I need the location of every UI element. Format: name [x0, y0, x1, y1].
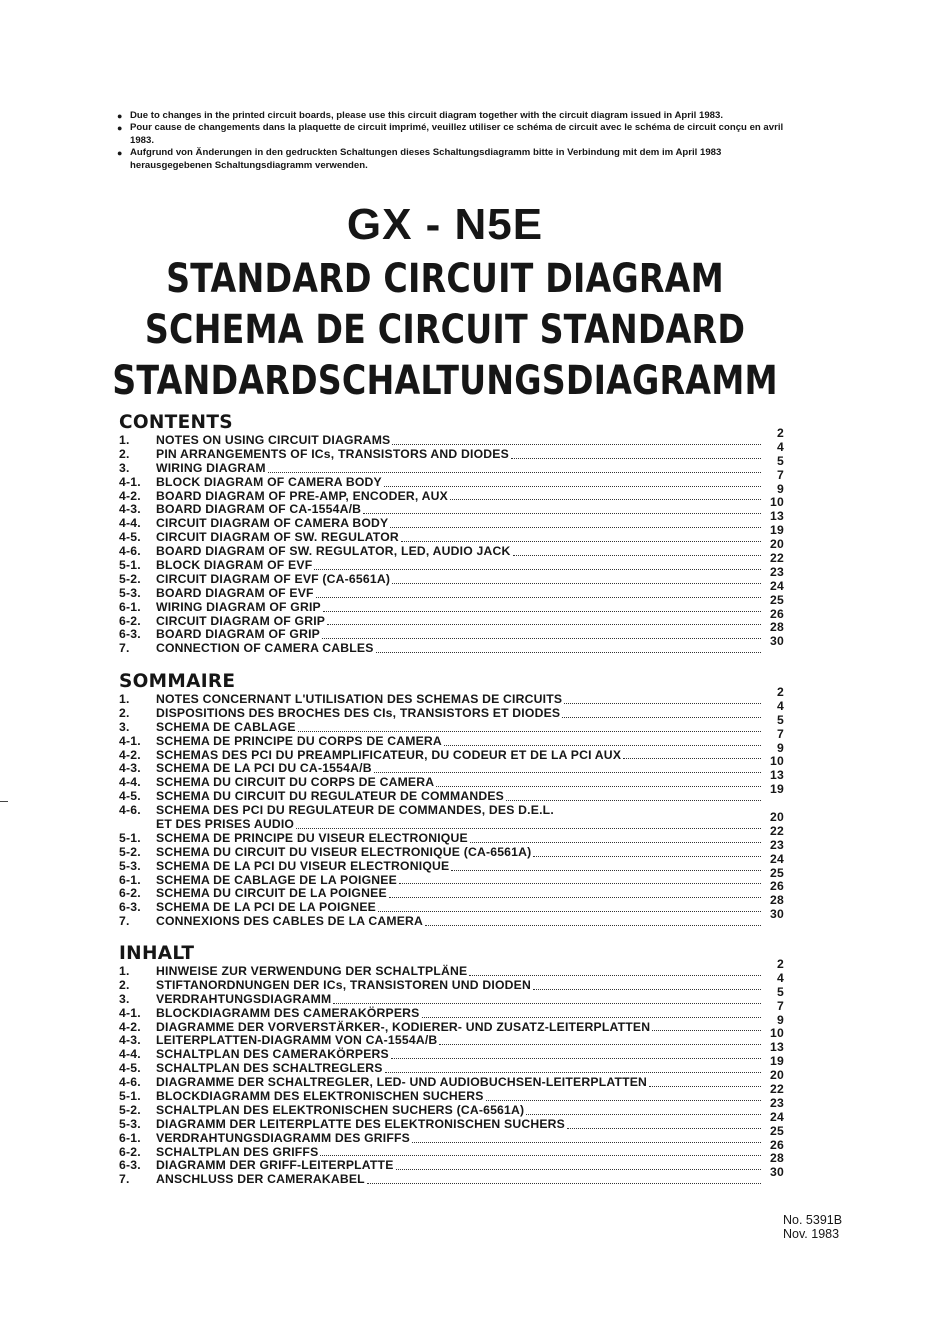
toc-entry-page: 7: [777, 467, 784, 482]
document-info: [783, 1213, 842, 1241]
dot-leader: [367, 1183, 761, 1184]
toc-entry-title: BOARD DIAGRAM OF GRIP: [156, 627, 320, 642]
note-german: [117, 147, 797, 172]
dot-leader: [392, 444, 761, 445]
toc-entry-title: SCHALTPLAN DES SCHALTREGLERS: [156, 1061, 383, 1076]
toc-entry-page: 10: [770, 1026, 784, 1041]
toc-entry-title: CIRCUIT DIAGRAM OF SW. REGULATOR: [156, 530, 399, 545]
toc-entry-number: 6-1.: [119, 872, 141, 887]
toc-entry: [119, 425, 784, 448]
dot-leader: [327, 624, 761, 625]
toc-entry-title: WIRING DIAGRAM OF GRIP: [156, 599, 321, 614]
toc-entry-title: NOTES CONCERNANT L'UTILISATION DES SCHEMAS DE CIRCUITS: [156, 691, 563, 706]
note-english: [117, 110, 797, 122]
toc-entry-number: 4-3.: [119, 761, 141, 776]
title-english: STANDARD CIRCUIT DIAGRAM: [166, 256, 724, 302]
toc-entry-title: CIRCUIT DIAGRAM OF CAMERA BODY: [156, 516, 389, 531]
toc-entry-number: 6-1.: [119, 1130, 141, 1145]
toc-entry-number: 6-2.: [119, 886, 141, 901]
toc-entry-title: DIAGRAMME DER VORVERSTÄRKER-, KODIERER- UND ZUSATZ-LEITERPLATTEN: [156, 1019, 651, 1034]
toc-entry-title: DIAGRAMM DER LEITERPLATTE DES ELEKTRONISCHEN SUCHERS: [156, 1116, 565, 1131]
toc-entry-title: SCHALTPLAN DES GRIFFS: [156, 1144, 319, 1159]
toc-entry-page: 26: [770, 606, 784, 621]
dot-leader: [322, 638, 761, 639]
dot-leader: [392, 583, 761, 584]
toc-entry-page: 13: [770, 768, 784, 783]
section-heading: INHALT: [119, 943, 195, 964]
dot-leader: [363, 513, 761, 514]
toc-entry-page: 19: [770, 782, 784, 797]
dot-leader: [562, 717, 761, 718]
title-block: [0, 196, 890, 407]
toc-entry-page: 19: [770, 1054, 784, 1069]
toc-entry-number: 3.: [119, 460, 130, 475]
toc-entry-page: 4: [777, 970, 784, 985]
toc-entry-title: PIN ARRANGEMENTS OF ICs, TRANSISTORS AND DIODES: [156, 446, 509, 461]
toc-entry-number: 4-1.: [119, 1005, 141, 1020]
toc-entry-title: WIRING DIAGRAM: [156, 460, 266, 475]
toc-entry-title: CONNECTION OF CAMERA CABLES: [156, 641, 374, 656]
toc-entry-page: 5: [777, 712, 784, 727]
toc-entry-title: SCHEMA DES PCI DU REGULATEUR DE COMMANDES, DES D.E.L.: [156, 803, 554, 818]
dot-leader: [268, 472, 761, 473]
toc-entry-page: 7: [777, 726, 784, 741]
toc-entry-title: DIAGRAMME DER SCHALTREGLER, LED- UND AUDIOBUCHSEN-LEITERPLATTEN: [156, 1075, 648, 1090]
sommaire-section: [119, 671, 784, 929]
toc-entry-title: BOARD DIAGRAM OF EVF: [156, 585, 314, 600]
dot-leader: [316, 597, 761, 598]
toc-entry-title: BLOCK DIAGRAM OF EVF: [156, 558, 313, 572]
toc-entry-number: 1.: [119, 691, 130, 706]
toc-entry-page: 24: [770, 578, 784, 593]
toc-entry-title: SCHEMA DE PRINCIPE DU VISEUR ELECTRONIQUE: [156, 830, 468, 845]
toc-entry-title: BOARD DIAGRAM OF PRE-AMP, ENCODER, AUX: [156, 488, 448, 503]
dot-leader: [378, 911, 761, 912]
dot-leader: [450, 499, 761, 500]
dot-leader: [652, 1030, 761, 1031]
toc-entry-page: 22: [770, 1082, 784, 1096]
toc-entry-page: 28: [770, 620, 784, 635]
toc-entry-number: 5-2.: [119, 1102, 141, 1117]
toc-entry-title: CIRCUIT DIAGRAM OF EVF (CA-6561A): [156, 571, 391, 586]
toc-entry-page: 23: [770, 564, 784, 579]
toc-entry-page: 30: [770, 907, 784, 922]
dot-leader: [385, 1072, 761, 1073]
toc-entry-number: 6-3.: [119, 627, 141, 642]
toc-entry-number: 6-1.: [119, 599, 141, 614]
toc-entry-number: 1.: [119, 432, 130, 447]
dot-leader: [470, 842, 761, 843]
dot-leader: [390, 527, 761, 528]
dot-leader: [296, 828, 761, 829]
toc-entry-title: BOARD DIAGRAM OF SW. REGULATOR, LED, AUDIO JACK: [156, 544, 511, 559]
toc-entry-number: 2.: [119, 977, 130, 992]
toc-entry-page: 13: [770, 1040, 784, 1055]
toc-entry-title: SCHEMA DE LA PCI DU CA-1554A/B: [156, 761, 372, 776]
toc-list: [119, 684, 784, 929]
toc-entry-number: 5-1.: [119, 830, 141, 845]
toc-entry-number: 2.: [119, 446, 130, 461]
dot-leader: [314, 569, 761, 570]
toc-entry-title: SCHALTPLAN DES CAMERAKÖRPERS: [156, 1047, 389, 1062]
toc-entry-title: ET DES PRISES AUDIO: [156, 817, 295, 831]
toc-entry-page: 7: [777, 998, 784, 1013]
toc-entry-number: 4-5.: [119, 789, 141, 804]
toc-entry-page: 2: [777, 425, 784, 440]
toc-entry-title: SCHEMA DU CIRCUIT DU VISEUR ELECTRONIQUE (CA-6561A): [156, 844, 532, 859]
margin-mark: [0, 801, 8, 802]
bullet-icon: ●: [117, 148, 123, 159]
toc-entry-title: VERDRAHTUNGSDIAGRAMM: [156, 991, 332, 1006]
dot-leader: [533, 989, 761, 990]
toc-entry-number: 5-3.: [119, 585, 141, 600]
dot-leader: [374, 772, 761, 773]
toc-entry-title: LEITERPLATTEN-DIAGRAMM VON CA-1554A/B: [156, 1033, 438, 1048]
inhalt-section: [119, 943, 784, 1187]
toc-entry-page: 2: [777, 684, 784, 699]
issue-date: Nov. 1983: [783, 1227, 840, 1241]
toc-entry-page: 9: [777, 481, 784, 496]
dot-leader: [401, 541, 761, 542]
model-number: GX - N5E: [346, 200, 544, 249]
dot-leader: [396, 1169, 761, 1170]
dot-leader: [298, 731, 761, 732]
toc-entry-page: 24: [770, 851, 784, 866]
dot-leader: [333, 1003, 761, 1004]
toc-entry-page: 4: [777, 698, 784, 713]
toc-entry-title: NOTES ON USING CIRCUIT DIAGRAMS: [156, 432, 391, 447]
toc-entry-title: DISPOSITIONS DES BROCHES DES CIs, TRANSISTORS ET DIODES: [156, 705, 561, 720]
toc-entry-number: 7.: [119, 1172, 130, 1187]
toc-list: [119, 425, 784, 656]
toc-entry-title: SCHEMA DE LA PCI DU VISEUR ELECTRONIQUE: [156, 858, 450, 873]
toc-entry-number: 4-2.: [119, 488, 141, 503]
note-text: Pour cause de changements dans la plaquette de circuit imprimé, veuillez utiliser ce schéma de circuit avec le schéma de circuit conçu en avril 1983.: [130, 122, 784, 146]
toc-entry-number: 5-3.: [119, 1116, 141, 1131]
dot-leader: [506, 800, 761, 801]
dot-leader: [444, 745, 761, 746]
toc-entry-page: 19: [770, 523, 784, 538]
toc-entry-number: 3.: [119, 719, 130, 734]
toc-entry-page: 26: [770, 1137, 784, 1152]
dot-leader: [513, 555, 762, 556]
dot-leader: [320, 1155, 761, 1156]
toc-entry-page: 5: [777, 453, 784, 468]
toc-entry-page: 22: [770, 551, 784, 565]
dot-leader: [439, 1044, 761, 1045]
toc-entry-number: 5-1.: [119, 558, 141, 572]
toc-entry-title: HINWEISE ZUR VERWENDUNG DER SCHALTPLÄNE: [156, 963, 468, 978]
toc-entry-page: 28: [770, 1151, 784, 1166]
toc-entry-number: 3.: [119, 991, 130, 1006]
toc-entry-title: SCHEMA DE CABLAGE: [156, 719, 296, 734]
toc-entry-title: SCHEMA DU CIRCUIT DE LA POIGNEE: [156, 886, 387, 901]
dot-leader: [649, 1086, 761, 1087]
change-notes: [117, 110, 797, 172]
toc-entry-page: 20: [770, 1068, 784, 1083]
dot-leader: [399, 883, 761, 884]
toc-entry-number: 4-3.: [119, 1033, 141, 1048]
toc-entry-page: 30: [770, 634, 784, 649]
toc-entry-title: DIAGRAMM DER GRIFF-LEITERPLATTE: [156, 1158, 394, 1173]
toc-entry-title: SCHEMA DE PRINCIPE DU CORPS DE CAMERA: [156, 733, 442, 748]
toc-entry-number: 2.: [119, 705, 130, 720]
bullet-icon: ●: [117, 123, 123, 134]
dot-leader: [323, 611, 761, 612]
bullet-icon: ●: [117, 111, 123, 121]
toc-entry-page: 5: [777, 984, 784, 999]
toc-entry-title: SCHEMA DE LA PCI DE LA POIGNEE: [156, 900, 376, 915]
toc-entry-number: 4-2.: [119, 747, 141, 762]
toc-entry-number: 4-3.: [119, 502, 141, 517]
contents-section: [119, 412, 784, 656]
toc-entry: [119, 804, 784, 818]
toc-entry-page: 25: [770, 592, 784, 607]
dot-leader: [533, 856, 761, 857]
toc-entry-number: 4-1.: [119, 474, 141, 489]
toc-entry-page: 4: [777, 439, 784, 454]
toc-entry-page: 24: [770, 1109, 784, 1124]
toc-entry-page: 23: [770, 837, 784, 852]
toc-entry-number: 6-3.: [119, 1158, 141, 1173]
dot-leader: [376, 652, 761, 653]
document-number: No. 5391B: [783, 1213, 843, 1227]
toc-entry-title: VERDRAHTUNGSDIAGRAMM DES GRIFFS: [156, 1130, 411, 1145]
section-heading: SOMMAIRE: [119, 671, 236, 692]
toc-entry-number: 4-4.: [119, 516, 141, 531]
toc-entry-title: BLOCKDIAGRAMM DES CAMERAKÖRPERS: [156, 1005, 420, 1020]
toc-entry-page: 30: [770, 1165, 784, 1180]
toc-entry-page: 20: [770, 810, 784, 824]
dot-leader: [389, 897, 761, 898]
toc-entry-number: 4-2.: [119, 1019, 141, 1034]
toc-entry-number: 4-1.: [119, 733, 141, 748]
toc-entry-number: 6-3.: [119, 900, 141, 915]
toc-entry-page: 28: [770, 893, 784, 908]
toc-entry-page: 25: [770, 1123, 784, 1138]
toc-entry-title: CIRCUIT DIAGRAM OF GRIP: [156, 613, 326, 628]
toc-entry-page: 23: [770, 1095, 784, 1110]
toc-entry-number: 5-1.: [119, 1089, 141, 1103]
toc-entry-page: 22: [770, 823, 784, 838]
title-french: SCHEMA DE CIRCUIT STANDARD: [144, 307, 746, 353]
note-french: [117, 122, 797, 147]
dot-leader: [391, 1058, 761, 1059]
toc-entry-page: 25: [770, 865, 784, 880]
toc-entry: [119, 956, 784, 979]
toc-list: [119, 956, 784, 1187]
toc-entry-title: BLOCK DIAGRAM OF CAMERA BODY: [156, 474, 382, 489]
toc-entry-number: 4-6.: [119, 803, 141, 818]
toc-entry-page: 10: [770, 754, 784, 769]
dot-leader: [564, 703, 761, 704]
toc-entry-page: 26: [770, 879, 784, 894]
toc-entry-page: 9: [777, 740, 784, 755]
toc-entry-number: 1.: [119, 963, 130, 978]
dot-leader: [511, 458, 761, 459]
toc-entry-page: 9: [777, 1012, 784, 1027]
toc-entry-title: SCHEMA DU CIRCUIT DU CORPS DE CAMERA: [156, 775, 435, 790]
toc-entry-number: 6-2.: [119, 1144, 141, 1159]
toc-entry-number: 5-3.: [119, 858, 141, 873]
toc-entry-page: 20: [770, 537, 784, 552]
toc-entry-number: 6-2.: [119, 613, 141, 628]
toc-entry-page: 2: [777, 956, 784, 971]
dot-leader: [451, 870, 761, 871]
toc-entry-number: 4-4.: [119, 775, 141, 790]
dot-leader: [384, 486, 761, 487]
toc-entry-title: SCHEMA DU CIRCUIT DU REGULATEUR DE COMMANDES: [156, 789, 505, 804]
toc-entry-page: 10: [770, 495, 784, 510]
toc-entry-title: SCHEMAS DES PCI DU PREAMPLIFICATEUR, DU CODEUR ET DE LA PCI AUX: [156, 747, 622, 762]
dot-leader: [623, 758, 761, 759]
toc-entry-title: ANSCHLUSS DER CAMERAKABEL: [156, 1172, 365, 1187]
toc-entry-title: CONNEXIONS DES CABLES DE LA CAMERA: [156, 914, 424, 929]
note-text: Due to changes in the printed circuit boards, please use this circuit diagram together with the circuit diagram issued in April 1983.: [130, 110, 723, 121]
dot-leader: [422, 1017, 762, 1018]
dot-leader: [425, 925, 761, 926]
note-text: Aufgrund von Änderungen in den gedruckten Schaltungen dieses Schaltungsdiagramm bitte in Verbindung mit dem im April 1983 herausgegebenen Schaltungsdiagramm verwenden.: [130, 147, 722, 171]
toc-entry-title: SCHALTPLAN DES ELEKTRONISCHEN SUCHERS (CA-6561A): [156, 1102, 525, 1117]
toc-entry-number: 5-2.: [119, 844, 141, 859]
section-heading: CONTENTS: [119, 412, 233, 433]
dot-leader: [412, 1142, 761, 1143]
dot-leader: [469, 975, 761, 976]
toc-entry-title: SCHEMA DE CABLAGE DE LA POIGNEE: [156, 872, 397, 887]
dot-leader: [436, 786, 761, 787]
toc-entry-number: 7.: [119, 641, 130, 656]
title-german: STANDARDSCHALTUNGSDIAGRAMM: [112, 358, 778, 404]
toc-entry-number: 4-5.: [119, 530, 141, 545]
toc-entry-number: 7.: [119, 914, 130, 929]
toc-entry-number: 4-6.: [119, 544, 141, 559]
toc-entry-number: 4-4.: [119, 1047, 141, 1062]
toc-entry-number: 4-5.: [119, 1061, 141, 1076]
toc-entry-title: BLOCKDIAGRAMM DES ELEKTRONISCHEN SUCHERS: [156, 1089, 484, 1103]
toc-entry-number: 4-6.: [119, 1075, 141, 1090]
toc-entry-number: 5-2.: [119, 571, 141, 586]
toc-entry-page: 13: [770, 509, 784, 524]
dot-leader: [486, 1100, 761, 1101]
toc-entry: [119, 684, 784, 707]
toc-entry-title: BOARD DIAGRAM OF CA-1554A/B: [156, 502, 362, 517]
dot-leader: [526, 1114, 761, 1115]
toc-entry-title: STIFTANORDNUNGEN DER ICs, TRANSISTOREN UND DIODEN: [156, 977, 531, 992]
dot-leader: [567, 1128, 761, 1129]
